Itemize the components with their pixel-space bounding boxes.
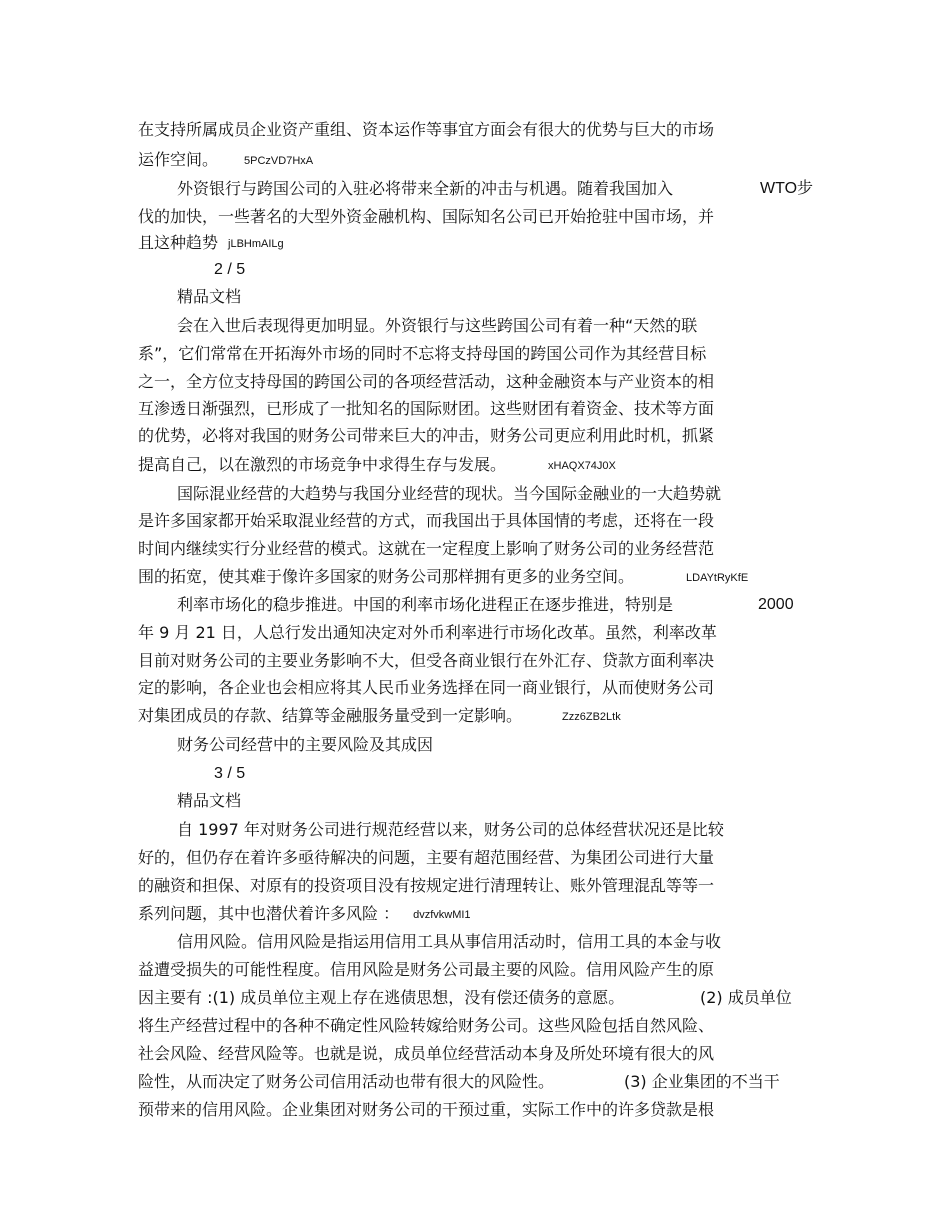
text-line: 系”，它们常常在开拓海外市场的同时不忘将支持母国的跨国公司作为其经营目标 (138, 344, 707, 363)
text-line: 的优势，必将对我国的财务公司带来巨大的冲击，财务公司更应利用此时机，抓紧 (138, 426, 715, 445)
text-line: 定的影响，各企业也会相应将其人民币业务选择在同一商业银行，从而使财务公司 (138, 678, 715, 697)
text-line-tail: 2000 (758, 596, 794, 613)
watermark-code: Zzz6ZB2Ltk (562, 710, 621, 723)
text-line: 会在入世后表现得更加明显。外资银行与这些跨国公司有着一种“天然的联 (177, 316, 698, 335)
text-line: 且这种趋势 jLBHmAILg (138, 233, 284, 252)
text-line: 对集团成员的存款、结算等金融服务量受到一定影响。 Zzz6ZB2Ltk (138, 706, 621, 725)
text-line: 外资银行与跨国公司的入驻必将带来全新的冲击与机遇。随着我国加入 (177, 179, 674, 198)
text-line: 益遭受损失的可能性程度。信用风险是财务公司最主要的风险。信用风险产生的原 (138, 960, 715, 979)
page-header: 精品文档 (177, 287, 242, 306)
text-line: 因主要有 :(1) 成员单位主观上存在逃债思想，没有偿还债务的意愿。 (138, 988, 625, 1007)
text-line: 围的拓宽，使其难于像许多国家的财务公司那样拥有更多的业务空间。 LDAYtRyKfE (138, 567, 749, 586)
text-line: 之一，全方位支持母国的跨国公司的各项经营活动，这种金融资本与产业资本的相 (138, 372, 715, 391)
text-line: 是许多国家都开始采取混业经营的方式，而我国出于具体国情的考虑，还将在一段 (138, 511, 715, 530)
text-line: 伐的加快，一些著名的大型外资金融机构、国际知名公司已开始抢驻中国市场，并 (138, 207, 715, 226)
text-line: 信用风险。信用风险是指运用信用工具从事信用活动时，信用工具的本金与收 (177, 932, 722, 951)
page-number: 3 / 5 (214, 765, 246, 782)
text-line: 的融资和担保、对原有的投资项目没有按规定进行清理转让、账外管理混乱等等一 (138, 876, 715, 895)
text-line: 运作空间。 5PCzVD7HxA (138, 150, 314, 169)
text-line: 提高自己，以在激烈的市场竞争中求得生存与发展。 xHAQX74J0X (138, 455, 616, 474)
text-line: 国际混业经营的大趋势与我国分业经营的现状。当今国际金融业的一大趋势就 (177, 484, 722, 503)
text-line: 利率市场化的稳步推进。中国的利率市场化进程正在逐步推进，特别是 (177, 595, 674, 614)
text-line: 将生产经营过程中的各种不确定性风险转嫁给财务公司。这些风险包括自然风险、 (138, 1016, 715, 1035)
text-line: 互渗透日渐强烈，已形成了一批知名的国际财团。这些财团有着资金、技术等方面 (138, 399, 715, 418)
text-line: 险性，从而决定了财务公司信用活动也带有很大的风险性。 (138, 1072, 555, 1091)
section-heading: 财务公司经营中的主要风险及其成因 (177, 735, 434, 754)
watermark-code: xHAQX74J0X (548, 459, 616, 472)
text-line: 系列问题，其中也潜伏着许多风险 ： dvzfvkwMI1 (138, 904, 471, 923)
text-line: 在支持所属成员企业资产重组、资本运作等事宜方面会有很大的优势与巨大的市场 (138, 120, 715, 139)
page-number: 2 / 5 (214, 261, 246, 278)
text-line-tail: (3) 企业集团的不当干 (624, 1072, 780, 1091)
text-line: 自 1997 年对财务公司进行规范经营以来，财务公司的总体经营状况还是比较 (177, 820, 724, 839)
watermark-code: dvzfvkwMI1 (413, 908, 471, 921)
text-line: 目前对财务公司的主要业务影响不大，但受各商业银行在外汇存、贷款方面利率决 (138, 651, 715, 670)
text-line: 预带来的信用风险。企业集团对财务公司的干预过重，实际工作中的许多贷款是根 (138, 1100, 715, 1119)
text-line: 社会风险、经营风险等。也就是说，成员单位经营活动本身及所处环境有很大的风 (138, 1044, 715, 1063)
watermark-code: jLBHmAILg (228, 237, 284, 250)
watermark-code: 5PCzVD7HxA (244, 154, 314, 167)
text-line: 时间内继续实行分业经营的模式。这就在一定程度上影响了财务公司的业务经营范 (138, 539, 715, 558)
page-header: 精品文档 (177, 791, 242, 810)
text-line: 好的，但仍存在着许多亟待解决的问题，主要有超范围经营、为集团公司进行大量 (138, 848, 715, 867)
text-line-tail: (2) 成员单位 (700, 988, 792, 1007)
text-line: 年 9 月 21 日，人总行发出通知决定对外币利率进行市场化改革。虽然，利率改革 (138, 623, 717, 642)
text-line-tail: WTO步 (760, 180, 814, 197)
watermark-code: LDAYtRyKfE (686, 571, 749, 584)
